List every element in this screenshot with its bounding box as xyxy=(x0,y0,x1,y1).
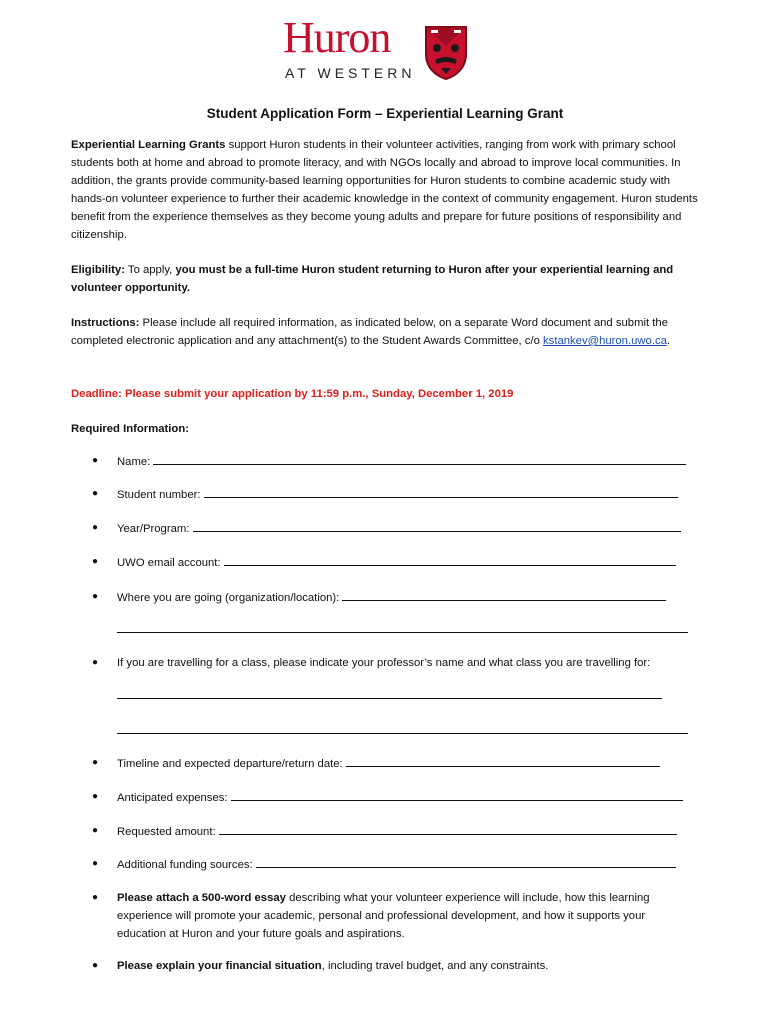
bullet-icon: ● xyxy=(92,858,99,869)
bullet-icon: ● xyxy=(92,455,99,466)
bullet-icon: ● xyxy=(92,791,99,802)
bullet-icon: ● xyxy=(92,757,99,768)
class-travel-label: If you are travelling for a class, please indicate your professor’s name and what class you are travelling for: xyxy=(117,657,651,669)
financial-instruction-bold: Please explain your financial situation xyxy=(117,960,322,972)
intro-lead: Experiential Learning Grants xyxy=(71,139,226,151)
timeline-field[interactable] xyxy=(346,754,660,767)
contact-email-link[interactable]: kstankev@huron.uwo.ca xyxy=(543,335,667,347)
essay-instruction-bold: Please attach a 500-word essay xyxy=(117,892,286,904)
eligibility-requirement: you must be a full-time Huron student returning to Huron after your experiential learning and volunteer opportunity. xyxy=(71,264,674,294)
required-info-heading: Required Information: xyxy=(71,423,189,435)
deadline-notice: Deadline: Please submit your application by 11:59 p.m., Sunday, December 1, 2019 xyxy=(71,388,514,400)
expenses-field[interactable] xyxy=(231,788,683,801)
requested-amount-label: Requested amount: xyxy=(117,826,216,838)
logo-wordmark: Huron xyxy=(283,13,391,62)
bullet-icon: ● xyxy=(92,556,99,567)
student-number-field[interactable] xyxy=(204,485,678,498)
student-number-label: Student number: xyxy=(117,489,201,501)
crest-icon xyxy=(423,24,469,80)
requested-amount-field[interactable] xyxy=(219,822,677,835)
eligibility-text: To apply, xyxy=(124,264,176,276)
logo-subtitle: AT WESTERN xyxy=(285,65,416,81)
bullet-icon: ● xyxy=(92,591,99,602)
bullet-icon: ● xyxy=(92,892,99,903)
name-label: Name: xyxy=(117,456,151,468)
additional-funding-label: Additional funding sources: xyxy=(117,859,253,871)
instructions-paragraph xyxy=(71,314,699,350)
instructions-label: Instructions: xyxy=(71,317,140,329)
financial-instruction-text: , including travel budget, and any constraints. xyxy=(321,960,549,972)
bullet-icon: ● xyxy=(92,657,99,668)
class-travel-line-1[interactable] xyxy=(117,698,662,699)
instructions-text: Please include all required information, as indicated below, on a separate Word document and submit the completed electronic application and any attachment(s) to the Student Awards Committee, c/o xyxy=(71,317,668,347)
eligibility-label: Eligibility: xyxy=(71,264,125,276)
page-title: Student Application Form – Experiential Learning Grant xyxy=(206,106,564,121)
uwo-email-label: UWO email account: xyxy=(117,557,221,569)
where-going-label: Where you are going (organization/location): xyxy=(117,592,340,604)
eligibility-paragraph xyxy=(71,261,699,297)
class-travel-line-2[interactable] xyxy=(117,733,688,734)
year-program-label: Year/Program: xyxy=(117,523,190,535)
where-going-extra-line[interactable] xyxy=(117,632,688,633)
where-going-field[interactable] xyxy=(342,588,666,601)
bullet-icon: ● xyxy=(92,825,99,836)
essay-instruction-text: describing what your volunteer experience will include, how this learning experience will promote your academic, personal and professional development, and how it supports your education at Huron and your future goals and aspirations. xyxy=(117,892,650,940)
intro-paragraph xyxy=(71,136,699,244)
bullet-icon: ● xyxy=(92,522,99,533)
expenses-label: Anticipated expenses: xyxy=(117,792,228,804)
instructions-period: . xyxy=(666,335,671,347)
bullet-icon: ● xyxy=(92,488,99,499)
intro-text: support Huron students in their volunteer activities, ranging from work with primary school students both at home and abroad to promote literacy, and with NGOs locally and abroad to improve local communities. In addition, the grants provide community-based learning opportunities for Huron students to combine academic study with hands-on volunteer experience to further their academic knowledge in the context of community engagement. Huron students benefit from the experience themselves as they become young adults and prepare for future positions of responsibility and citizenship. xyxy=(71,139,698,241)
huron-logo xyxy=(283,13,473,84)
timeline-label: Timeline and expected departure/return date: xyxy=(117,758,343,770)
name-field[interactable] xyxy=(153,452,686,465)
additional-funding-field[interactable] xyxy=(256,855,676,868)
year-program-field[interactable] xyxy=(193,519,681,532)
bullet-icon: ● xyxy=(92,960,99,971)
uwo-email-field[interactable] xyxy=(224,553,676,566)
